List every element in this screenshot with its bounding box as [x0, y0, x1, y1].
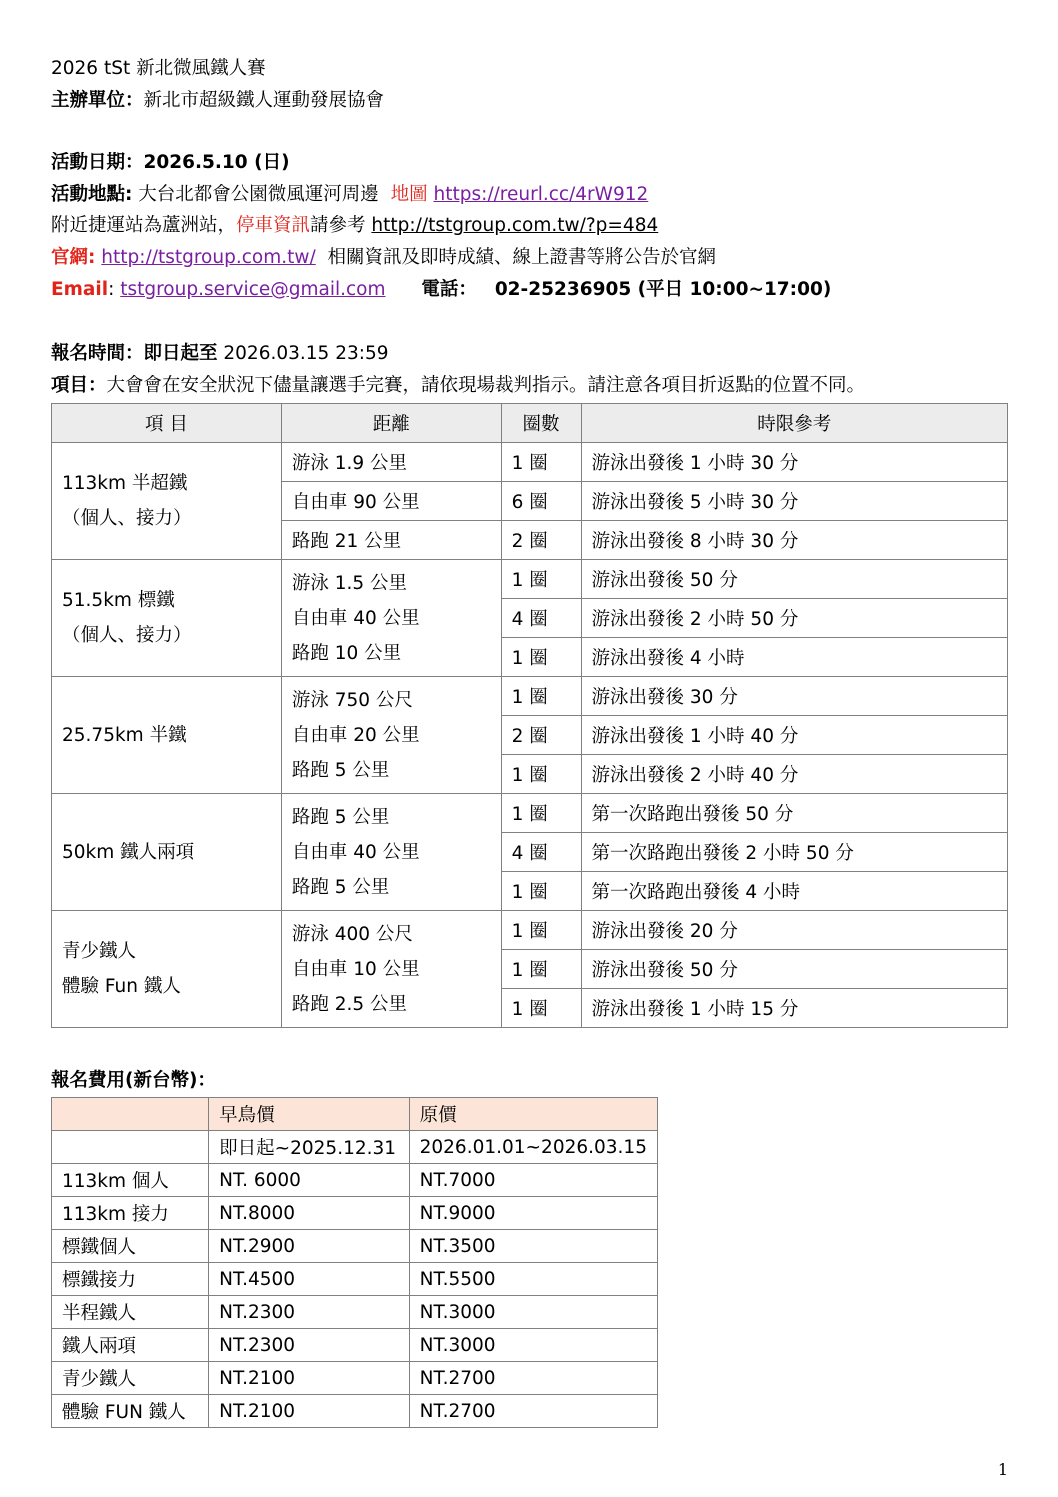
event-limit: 游泳出發後 8 小時 30 分 — [581, 521, 1007, 560]
fee-item: 半程鐵人 — [52, 1296, 209, 1329]
date-line — [51, 150, 290, 176]
fee-early: 即日起~2025.12.31 — [209, 1131, 410, 1164]
event-limit: 游泳出發後 4 小時 — [581, 638, 1007, 677]
venue-value: 大台北都會公園微風運河周邊 — [132, 184, 391, 205]
event-name: 青少鐵人 體驗 Fun 鐵人 — [52, 911, 282, 1028]
event-name: 113km 半超鐵 （個人、接力） — [52, 443, 282, 560]
map-link[interactable]: https://reurl.cc/4rW912 — [433, 184, 649, 205]
fees-period-row — [52, 1131, 658, 1164]
fees-table — [51, 1097, 658, 1428]
fees-header-regular: 原價 — [409, 1098, 657, 1131]
parking-label: 停車資訊 — [236, 215, 311, 236]
table-row — [52, 560, 1008, 599]
event-limit: 游泳出發後 20 分 — [581, 911, 1007, 950]
items-label: 項目： — [51, 375, 107, 396]
event-limit: 第一次路跑出發後 2 小時 50 分 — [581, 833, 1007, 872]
fee-item: 標鐵個人 — [52, 1230, 209, 1263]
event-laps: 1 圈 — [501, 794, 581, 833]
table-row — [52, 911, 1008, 950]
fee-early: NT.2300 — [209, 1296, 410, 1329]
table-row — [52, 443, 1008, 482]
email-sep: : — [108, 279, 121, 300]
fee-item: 鐵人兩項 — [52, 1329, 209, 1362]
event-laps: 1 圈 — [501, 677, 581, 716]
events-header-row — [52, 404, 1008, 443]
fee-item: 青少鐵人 — [52, 1362, 209, 1395]
fee-regular: NT.9000 — [409, 1197, 657, 1230]
table-row — [52, 1263, 658, 1296]
registration-line — [51, 341, 389, 367]
organizer-value: 新北市超級鐵人運動發展協會 — [143, 90, 385, 111]
table-row — [52, 1296, 658, 1329]
event-laps: 1 圈 — [501, 443, 581, 482]
date-value: 2026.5.10 (日) — [143, 152, 290, 173]
event-name: 50km 鐵人兩項 — [52, 794, 282, 911]
event-limit: 游泳出發後 1 小時 30 分 — [581, 443, 1007, 482]
registration-value: 2026.03.15 23:59 — [217, 343, 389, 364]
event-limit: 游泳出發後 1 小時 40 分 — [581, 716, 1007, 755]
fee-regular: 2026.01.01~2026.03.15 — [409, 1131, 657, 1164]
fee-early: NT.4500 — [209, 1263, 410, 1296]
event-laps: 1 圈 — [501, 560, 581, 599]
event-limit: 游泳出發後 2 小時 40 分 — [581, 755, 1007, 794]
event-distance: 路跑 21 公里 — [281, 521, 501, 560]
event-laps: 1 圈 — [501, 872, 581, 911]
event-distances: 游泳 1.5 公里 自由車 40 公里 路跑 10 公里 — [281, 560, 501, 677]
header-laps: 圈數 — [501, 404, 581, 443]
website-note: 相關資訊及即時成績、線上證書等將公告於官網 — [315, 247, 717, 268]
phone-label: 電話： — [421, 279, 477, 300]
fee-regular: NT.3000 — [409, 1329, 657, 1362]
fees-label: 報名費用(新台幣)： — [51, 1070, 216, 1091]
fee-item: 113km 接力 — [52, 1197, 209, 1230]
fee-regular: NT.3000 — [409, 1296, 657, 1329]
organizer-line — [51, 88, 384, 114]
fee-early: NT.8000 — [209, 1197, 410, 1230]
header-distance: 距離 — [281, 404, 501, 443]
event-name: 51.5km 標鐵 （個人、接力） — [52, 560, 282, 677]
header-item: 項 目 — [52, 404, 282, 443]
fee-early: NT.2900 — [209, 1230, 410, 1263]
parking-link[interactable]: http://tstgroup.com.tw/?p=484 — [371, 215, 659, 236]
event-limit: 游泳出發後 50 分 — [581, 560, 1007, 599]
email-link[interactable]: tstgroup.service@gmail.com — [120, 279, 386, 300]
fee-regular: NT.2700 — [409, 1362, 657, 1395]
event-limit: 游泳出發後 50 分 — [581, 950, 1007, 989]
event-limit: 游泳出發後 5 小時 30 分 — [581, 482, 1007, 521]
fee-early: NT. 6000 — [209, 1164, 410, 1197]
organizer-label: 主辦單位： — [51, 90, 144, 111]
transit-text2: 請參考 — [310, 215, 372, 236]
venue-line — [51, 182, 648, 208]
website-label: 官網: — [51, 247, 96, 268]
table-row — [52, 1164, 658, 1197]
events-table — [51, 403, 1008, 1028]
table-row — [52, 1395, 658, 1428]
phone-value: 02-25236905 (平日 10:00~17:00) — [494, 279, 832, 300]
fee-early: NT.2100 — [209, 1362, 410, 1395]
event-distance: 自由車 90 公里 — [281, 482, 501, 521]
fees-header-row — [52, 1098, 658, 1131]
fee-regular: NT.2700 — [409, 1395, 657, 1428]
event-limit: 游泳出發後 30 分 — [581, 677, 1007, 716]
contact-line — [51, 277, 831, 303]
event-name: 25.75km 半鐵 — [52, 677, 282, 794]
items-note: 大會會在安全狀況下儘量讓選手完賽，請依現場裁判指示。請注意各項目折返點的位置不同。 — [106, 375, 866, 396]
event-laps: 1 圈 — [501, 989, 581, 1028]
fee-item: 標鐵接力 — [52, 1263, 209, 1296]
page-number: 1 — [997, 1460, 1008, 1479]
event-laps: 1 圈 — [501, 950, 581, 989]
date-label: 活動日期： — [51, 152, 144, 173]
table-row — [52, 677, 1008, 716]
event-distances: 路跑 5 公里 自由車 40 公里 路跑 5 公里 — [281, 794, 501, 911]
doc-title: 2026 tSt 新北微風鐵人賽 — [51, 58, 266, 79]
table-row — [52, 1329, 658, 1362]
event-limit: 游泳出發後 1 小時 15 分 — [581, 989, 1007, 1028]
transit-line — [51, 213, 658, 239]
event-distances: 游泳 750 公尺 自由車 20 公里 路跑 5 公里 — [281, 677, 501, 794]
fee-regular: NT.5500 — [409, 1263, 657, 1296]
website-link[interactable]: http://tstgroup.com.tw/ — [101, 247, 316, 268]
email-label: Email — [51, 279, 109, 300]
fee-item: 113km 個人 — [52, 1164, 209, 1197]
event-distances: 游泳 400 公尺 自由車 10 公里 路跑 2.5 公里 — [281, 911, 501, 1028]
table-row — [52, 794, 1008, 833]
fee-regular: NT.7000 — [409, 1164, 657, 1197]
table-row — [52, 1230, 658, 1263]
event-limit: 第一次路跑出發後 50 分 — [581, 794, 1007, 833]
event-laps: 4 圈 — [501, 599, 581, 638]
fee-item — [52, 1131, 209, 1164]
fees-header-early: 早鳥價 — [209, 1098, 410, 1131]
event-laps: 1 圈 — [501, 911, 581, 950]
items-line — [51, 373, 865, 399]
map-label: 地圖 — [390, 184, 428, 205]
event-limit: 第一次路跑出發後 4 小時 — [581, 872, 1007, 911]
event-laps: 2 圈 — [501, 716, 581, 755]
registration-label: 報名時間：即日起至 — [51, 343, 218, 364]
venue-label: 活動地點: — [51, 184, 133, 205]
fee-early: NT.2100 — [209, 1395, 410, 1428]
table-row — [52, 1362, 658, 1395]
fee-early: NT.2300 — [209, 1329, 410, 1362]
table-row — [52, 1197, 658, 1230]
event-laps: 1 圈 — [501, 638, 581, 677]
transit-text: 附近捷運站為蘆洲站， — [51, 215, 237, 236]
event-distance: 游泳 1.9 公里 — [281, 443, 501, 482]
event-laps: 1 圈 — [501, 755, 581, 794]
event-laps: 6 圈 — [501, 482, 581, 521]
website-line — [51, 245, 716, 271]
header-time-limit: 時限參考 — [581, 404, 1007, 443]
fee-regular: NT.3500 — [409, 1230, 657, 1263]
event-limit: 游泳出發後 2 小時 50 分 — [581, 599, 1007, 638]
event-laps: 2 圈 — [501, 521, 581, 560]
fee-item: 體驗 FUN 鐵人 — [52, 1395, 209, 1428]
fees-header-blank — [52, 1098, 209, 1131]
event-laps: 4 圈 — [501, 833, 581, 872]
